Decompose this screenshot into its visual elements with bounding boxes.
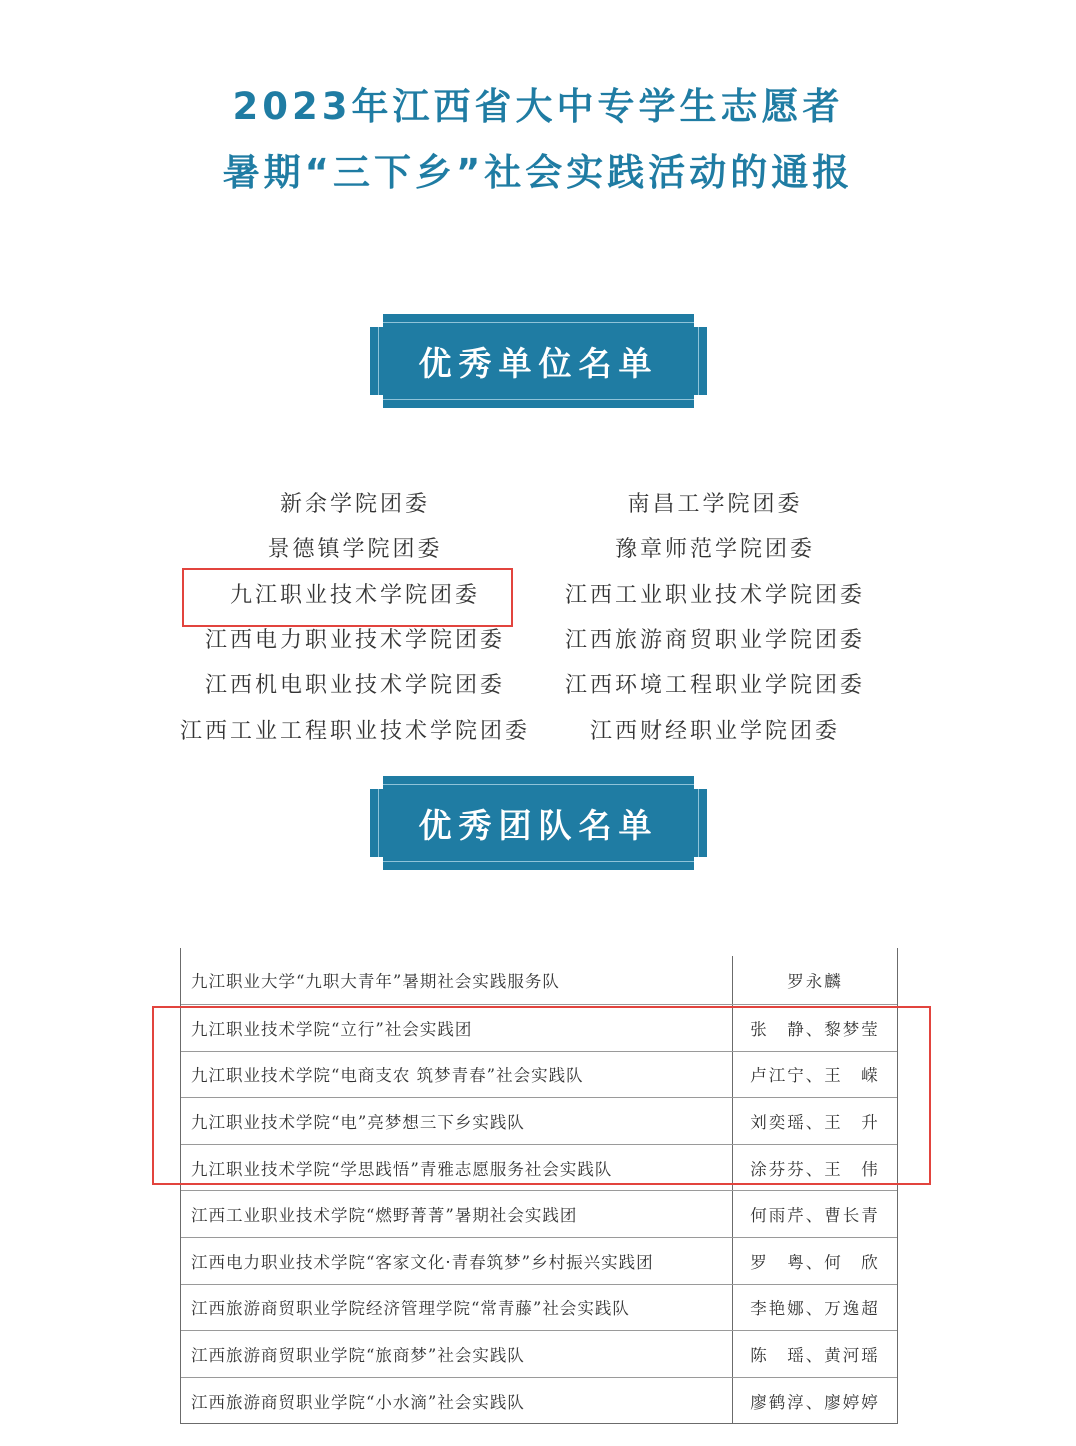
highlight-box-teams: [152, 1006, 931, 1185]
unit-item: 江西工业职业技术学院团委: [564, 583, 865, 608]
team-name-cell: 九江职业技术学院“学思践悟”青雅志愿服务社会实践队: [181, 1145, 733, 1191]
team-name-cell: 江西旅游商贸职业学院经济管理学院“常青藤”社会实践队: [181, 1285, 733, 1331]
table-row: [181, 1377, 897, 1424]
unit-item: 江西环境工程职业学院团委: [564, 673, 865, 698]
team-leader-cell: 涂芬芬、王 伟: [750, 1159, 880, 1179]
team-name-cell: 九江职业大学“九职大青年”暑期社会实践服务队: [181, 956, 733, 1004]
teams-section-heading: 优秀团队名单: [418, 805, 659, 845]
table-row: [181, 1190, 897, 1237]
team-leader-cell: 刘奕瑶、王 升: [750, 1112, 880, 1132]
unit-item: 南昌工学院团委: [627, 492, 803, 517]
team-leader-cell: 张 静、黎梦莹: [750, 1019, 880, 1039]
highlight-box-unit: [182, 568, 513, 627]
team-name-cell: 九江职业技术学院“电商支农 筑梦青春”社会实践队: [181, 1052, 733, 1098]
unit-item: 江西旅游商贸职业学院团委: [564, 628, 865, 653]
team-name-cell: 江西电力职业技术学院“客家文化·青春筑梦”乡村振兴实践团: [181, 1238, 733, 1284]
team-leader-cell: 陈 瑶、黄河瑶: [750, 1345, 880, 1365]
table-row: [181, 1237, 897, 1284]
unit-item: 豫章师范学院团委: [614, 537, 815, 562]
unit-item: 景德镇学院团委: [267, 537, 443, 562]
unit-item: 江西电力职业技术学院团委: [204, 628, 505, 653]
team-leader-cell: 廖鹤淳、廖婷婷: [750, 1392, 880, 1412]
unit-item: 新余学院团委: [279, 492, 430, 517]
table-row: [181, 948, 897, 1004]
table-row: [181, 1284, 897, 1331]
team-name-cell: 江西旅游商贸职业学院“旅商梦”社会实践队: [181, 1331, 733, 1377]
units-section-banner: [370, 314, 707, 408]
document-title-line-1: 2023年江西省大中专学生志愿者: [232, 85, 844, 128]
team-name-cell: 江西旅游商贸职业学院“小水滴”社会实践队: [181, 1378, 733, 1424]
table-row: [181, 1330, 897, 1377]
team-leader-cell: 罗 粤、何 欣: [750, 1252, 880, 1272]
team-name-cell: 九江职业技术学院“立行”社会实践团: [181, 1005, 733, 1051]
team-leader-cell: 李艳娜、万逸超: [750, 1299, 880, 1319]
document-title-line-2: 暑期“三下乡”社会实践活动的通报: [222, 151, 854, 194]
team-leader-cell: 罗永麟: [787, 972, 843, 991]
team-name-cell: 九江职业技术学院“电”亮梦想三下乡实践队: [181, 1098, 733, 1144]
team-leader-cell: 卢江宁、王 嵘: [750, 1066, 880, 1086]
unit-item: 九江职业技术学院团委: [229, 583, 480, 608]
teams-section-banner: [370, 776, 707, 870]
team-leader-cell: 何雨芹、曹长青: [750, 1206, 880, 1226]
team-name-cell: 江西工业职业技术学院“燃野菁菁”暑期社会实践团: [181, 1191, 733, 1237]
units-section-heading: 优秀单位名单: [418, 343, 659, 383]
unit-item: 江西工业工程职业技术学院团委: [179, 719, 530, 744]
unit-item: 江西机电职业技术学院团委: [204, 673, 505, 698]
unit-item: 江西财经职业学院团委: [589, 719, 840, 744]
